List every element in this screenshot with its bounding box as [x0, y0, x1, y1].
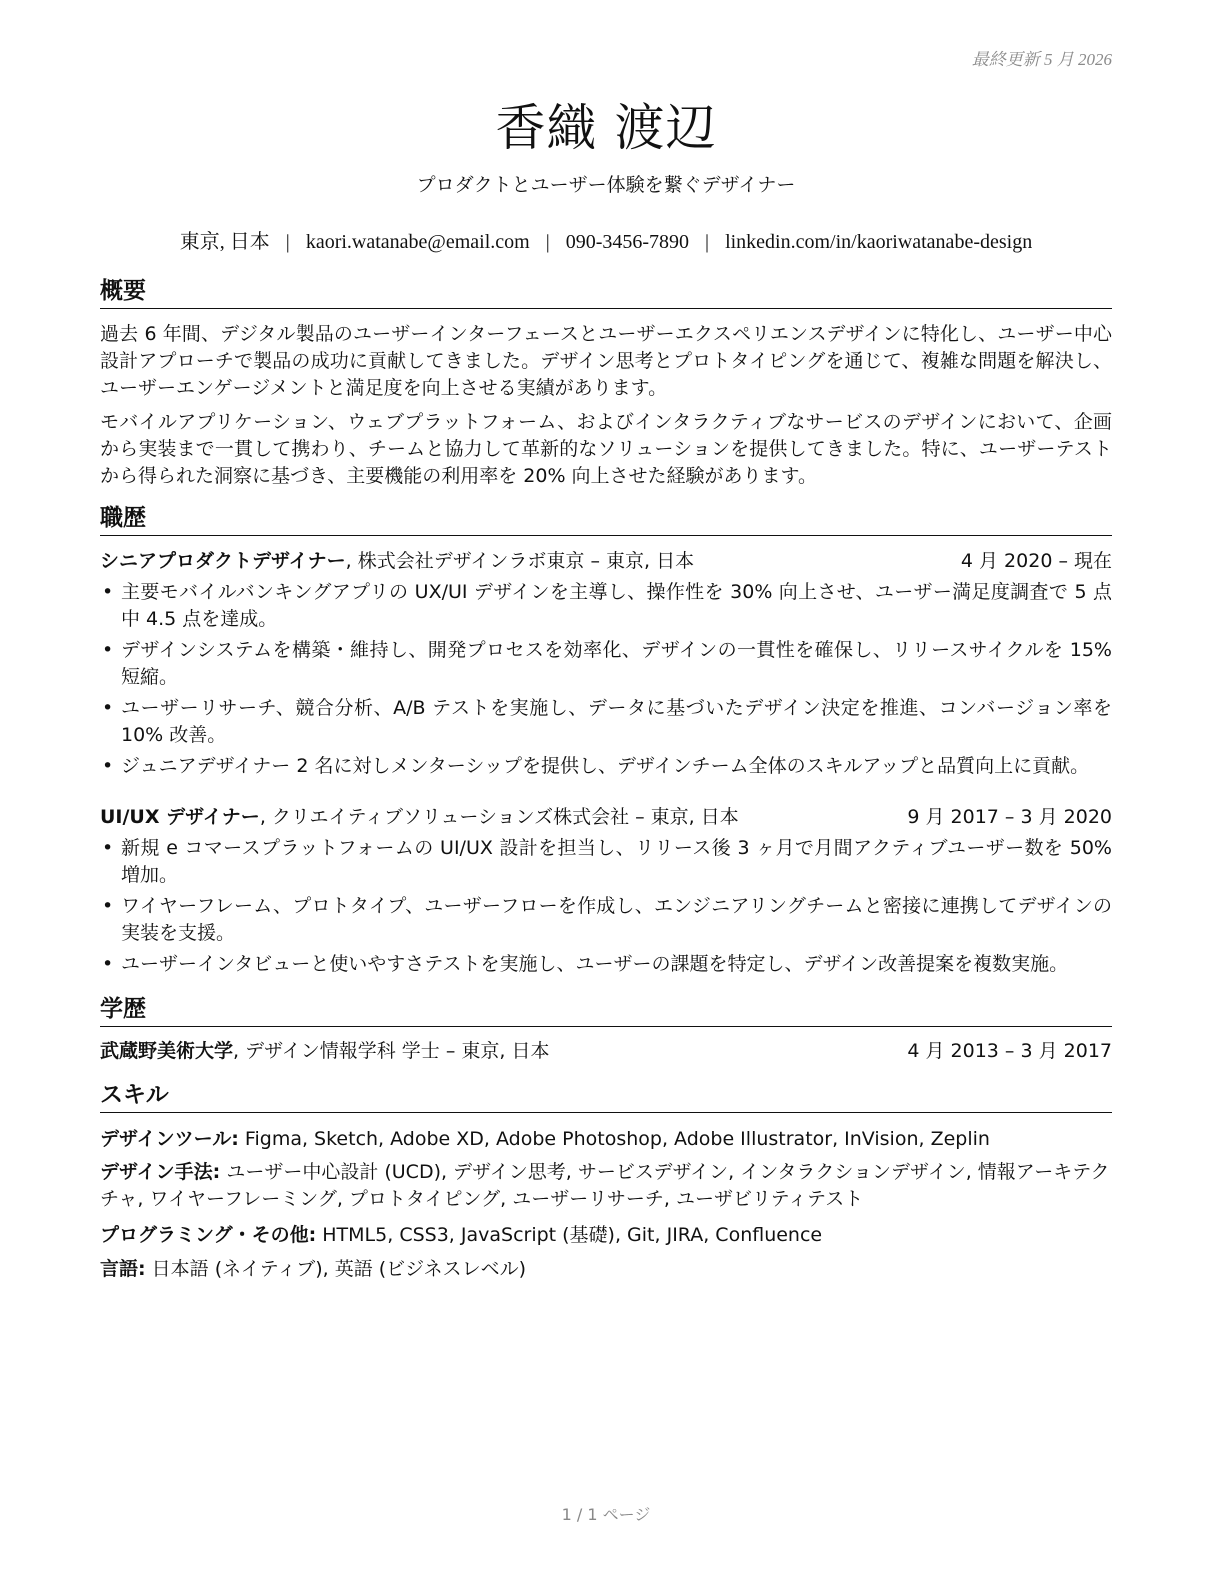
list-item: • 主要モバイルバンキングアプリの UX/UI デザインを主導し、操作性を 30% 向上させ、ユーザー満足度調査で 5 点中 4.5 点を達成。	[100, 579, 1112, 633]
job-role: シニアプロダクトデザイナー	[100, 550, 346, 572]
skill-value: Figma, Sketch, Adobe XD, Adobe Photoshop, Adobe Illustrator, InVision, Zeplin	[238, 1128, 990, 1150]
job-heading	[100, 548, 1112, 575]
contact-phone[interactable]: 090-3456-7890	[565, 231, 690, 253]
section-title-skills: スキル	[100, 1080, 1112, 1113]
education-date: 4 月 2013 – 3 月 2017	[907, 1040, 1112, 1062]
skill-value: HTML5, CSS3, JavaScript (基礎), Git, JIRA, Confluence	[316, 1224, 823, 1246]
skill-line	[100, 1222, 1112, 1249]
tagline: プロダクトとユーザー体験を繋ぐデザイナー	[416, 174, 796, 196]
contact-separator: |	[705, 231, 710, 253]
skill-line	[100, 1159, 1112, 1213]
list-item: • ユーザーリサーチ、競合分析、A/B テストを実施し、データに基づいたデザイン決定を推進、コンバージョン率を 10% 改善。	[100, 695, 1112, 749]
job-company: , クリエイティブソリューションズ株式会社 – 東京, 日本	[259, 806, 739, 828]
contact-email[interactable]: kaori.watanabe@email.com	[305, 231, 530, 253]
list-item: • 新規 e コマースプラットフォームの UI/UX 設計を担当し、リリース後 3 ヶ月で月間アクティブユーザー数を 50% 増加。	[100, 835, 1112, 889]
contact-linkedin[interactable]: linkedin.com/in/kaoriwatanabe-design	[725, 231, 1033, 253]
resume-page	[100, 0, 1112, 1584]
education-heading	[100, 1038, 1112, 1065]
skill-label: デザイン手法:	[100, 1161, 221, 1183]
skill-value: 日本語 (ネイティブ), 英語 (ビジネスレベル)	[145, 1258, 526, 1280]
summary-paragraph-1: 過去 6 年間、デジタル製品のユーザーインターフェースとユーザーエクスペリエンスデザインに特化し、ユーザー中心設計アプローチで製品の成功に貢献してきました。デザイン思考とプロトタイピングを通じて、複雑な問題を解決し、ユーザーエンゲージメントと満足度を向上させる実績があります。	[100, 323, 1112, 399]
job-bullets	[100, 579, 1112, 784]
page-indicator: 1 / 1 ページ	[561, 1505, 651, 1524]
skill-label: プログラミング・その他:	[100, 1224, 317, 1246]
last-updated: 最終更新 5 月 2026	[971, 50, 1112, 69]
education-school: 武蔵野美術大学	[100, 1040, 234, 1062]
list-item: • デザインシステムを構築・維持し、開発プロセスを効率化、デザインの一貫性を確保し、リリースサイクルを 15% 短縮。	[100, 637, 1112, 691]
section-title-experience: 職歴	[100, 503, 1112, 536]
skill-line	[100, 1126, 1112, 1153]
job-role: UI/UX デザイナー	[100, 806, 260, 828]
skill-label: デザインツール:	[100, 1128, 239, 1150]
summary-paragraph-2: モバイルアプリケーション、ウェブプラットフォーム、およびインタラクティブなサービスのデザインにおいて、企画から実装まで一貫して携わり、チームと協力して革新的なソリューションを提供してきました。特に、ユーザーテストから得られた洞察に基づき、主要機能の利用率を 20% 向上させた経験があります。	[100, 411, 1112, 487]
section-title-education: 学歴	[100, 994, 1112, 1027]
job-company: , 株式会社デザインラボ東京 – 東京, 日本	[345, 550, 695, 572]
skill-label: 言語:	[100, 1258, 146, 1280]
list-item: • ワイヤーフレーム、プロトタイプ、ユーザーフローを作成し、エンジニアリングチームと密接に連携してデザインの実装を支援。	[100, 893, 1112, 947]
job-date: 4 月 2020 – 現在	[960, 550, 1112, 572]
contact-location: 東京, 日本	[179, 231, 270, 253]
contact-separator: |	[285, 231, 290, 253]
list-item: • ジュニアデザイナー 2 名に対しメンターシップを提供し、デザインチーム全体のスキルアップと品質向上に貢献。	[100, 753, 1112, 780]
job-heading	[100, 804, 1112, 831]
section-title-summary: 概要	[100, 276, 1112, 309]
candidate-name: 香織 渡辺	[495, 99, 717, 157]
contact-separator: |	[545, 231, 550, 253]
skill-line	[100, 1256, 1112, 1283]
list-item: • ユーザーインタビューと使いやすさテストを実施し、ユーザーの課題を特定し、デザイン改善提案を複数実施。	[100, 951, 1112, 978]
education-detail: , デザイン情報学科 学士 – 東京, 日本	[233, 1040, 550, 1062]
job-date: 9 月 2017 – 3 月 2020	[907, 806, 1112, 828]
contact-line	[100, 225, 1112, 254]
skill-value: ユーザー中心設計 (UCD), デザイン思考, サービスデザイン, インタラクションデザイン, 情報アーキテクチャ, ワイヤーフレーミング, プロトタイピング, ユーザーリサーチ, ユーザビリティテスト	[100, 1161, 1110, 1210]
job-bullets	[100, 835, 1112, 982]
